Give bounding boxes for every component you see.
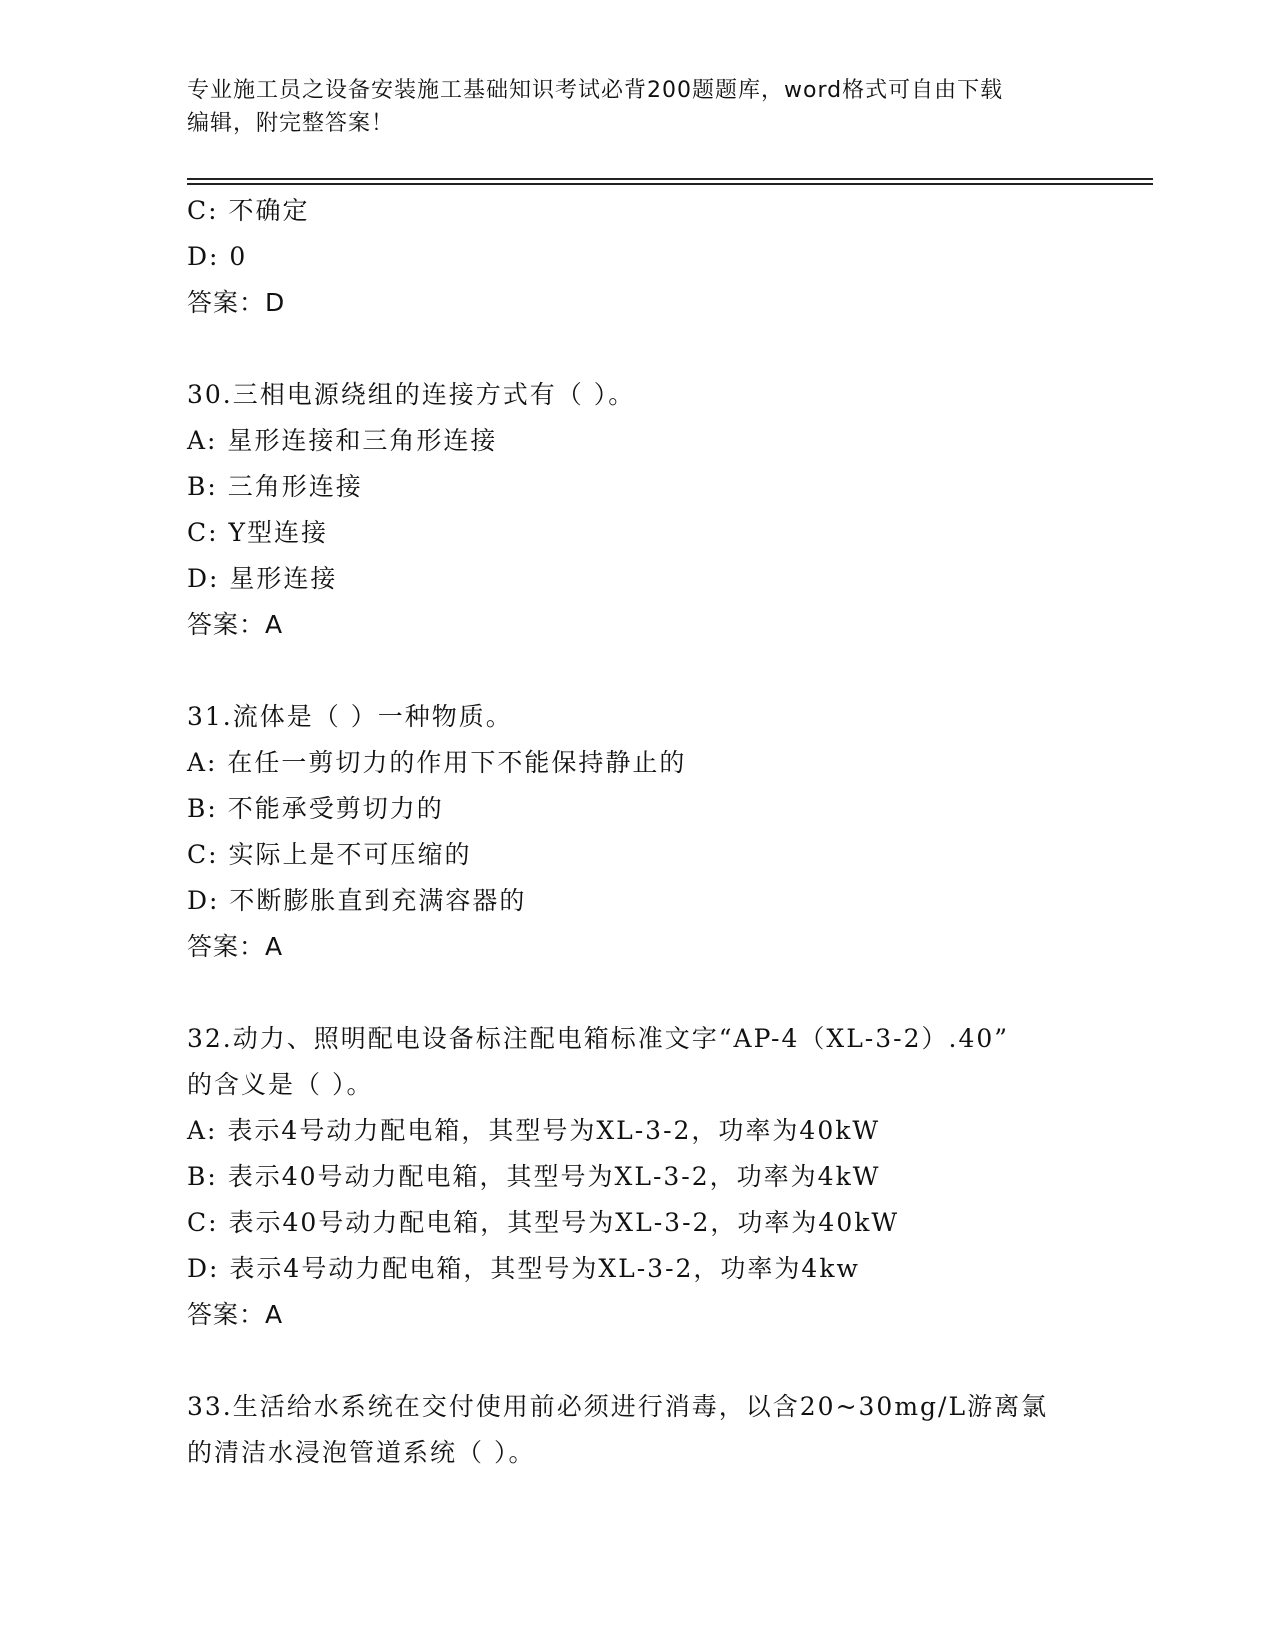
option-a: A: 表示4号动力配电箱，其型号为XL-3-2，功率为40kW [187, 1116, 881, 1145]
document-header [187, 74, 1067, 140]
answer-line: 答案：A [187, 932, 284, 961]
question-stem-continued: 的含义是（ ）。 [187, 1070, 374, 1099]
option-c: C: 实际上是不可压缩的 [187, 840, 472, 869]
option-d: D: 0 [187, 242, 248, 271]
option-b: B: 表示40号动力配电箱，其型号为XL-3-2，功率为4kW [187, 1162, 881, 1191]
question-stem-continued: 的清洁水浸泡管道系统（ ）。 [187, 1438, 536, 1467]
answer-line: 答案：A [187, 1300, 284, 1329]
prev-question [187, 188, 1147, 326]
spacer [187, 326, 1147, 372]
question-32 [187, 1016, 1147, 1338]
question-stem: 33.生活给水系统在交付使用前必须进行消毒，以含20~30mg/L游离氯 [187, 1392, 1049, 1421]
option-d: D: 星形连接 [187, 564, 338, 593]
question-stem: 30.三相电源绕组的连接方式有（ ）。 [187, 380, 636, 409]
spacer [187, 648, 1147, 694]
spacer [187, 1338, 1147, 1384]
question-stem: 32.动力、照明配电设备标注配电箱标准文字“AP-4（XL-3-2）.40” [187, 1024, 1010, 1053]
option-c: C: Y型连接 [187, 518, 329, 547]
option-a: A: 在任一剪切力的作用下不能保持静止的 [187, 748, 687, 777]
option-b: B: 三角形连接 [187, 472, 363, 501]
header-rule-bottom [187, 183, 1153, 185]
option-b: B: 不能承受剪切力的 [187, 794, 444, 823]
option-d: D: 不断膨胀直到充满容器的 [187, 886, 527, 915]
question-stem: 31.流体是（ ）一种物质。 [187, 702, 513, 731]
question-33 [187, 1384, 1147, 1476]
option-a: A: 星形连接和三角形连接 [187, 426, 498, 455]
option-c: C: 表示40号动力配电箱，其型号为XL-3-2，功率为40kW [187, 1208, 900, 1237]
option-d: D: 表示4号动力配电箱，其型号为XL-3-2，功率为4kw [187, 1254, 860, 1283]
answer-line: 答案：D [187, 288, 286, 317]
spacer [187, 970, 1147, 1016]
document-body [187, 188, 1147, 1476]
question-30 [187, 372, 1147, 648]
header-line-1: 专业施工员之设备安装施工基础知识考试必背200题题库，word格式可自由下载 [187, 78, 1004, 103]
header-rule-top [187, 178, 1153, 180]
header-line-2: 编辑，附完整答案！ [187, 111, 395, 136]
answer-line: 答案：A [187, 610, 284, 639]
option-c: C: 不确定 [187, 196, 310, 225]
question-31 [187, 694, 1147, 970]
